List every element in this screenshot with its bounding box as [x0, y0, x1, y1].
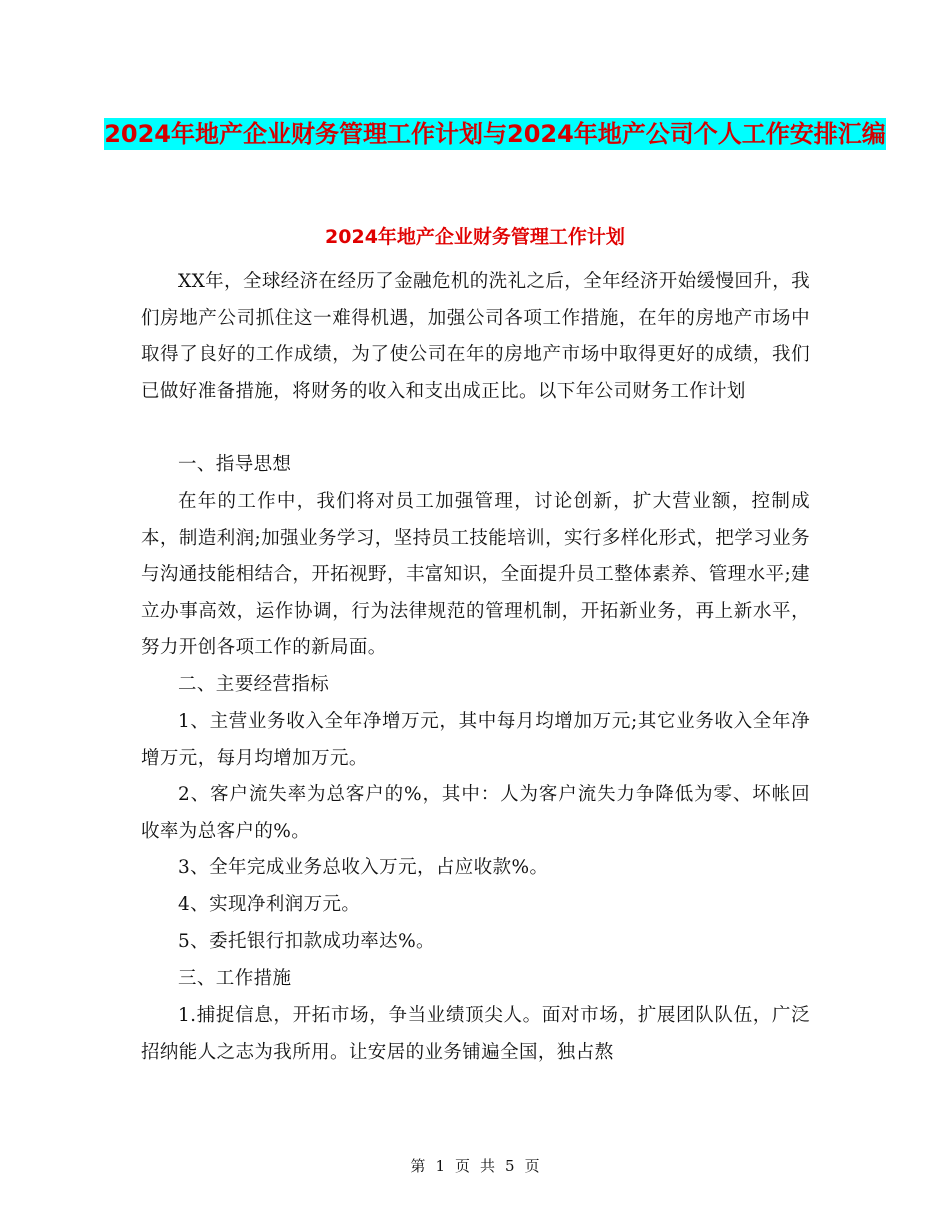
paragraph: 1、主营业务收入全年净增万元，其中每月均增加万元;其它业务收入全年净增万元，每月均增加万元。 — [141, 711, 810, 769]
document-title — [100, 112, 890, 156]
footer-total-pages: 5 — [505, 1157, 515, 1175]
paragraph: 在年的工作中，我们将对员工加强管理，讨论创新，扩大营业额，控制成本，制造利润;加强业务学习，坚持员工技能培训，实行多样化形式，把学习业务与沟通技能相结合，开拓视野，丰富知识，全面提升员工整体素养、管理水平;建立办事高效，运作协调，行为法律规范的管理机制，开拓新业务，再上新水平，努力开创各项工作的新局面。 — [141, 491, 810, 658]
paragraph: 1.捕捉信息，开拓市场，争当业绩顶尖人。面对市场，扩展团队队伍，广泛招纳能人之志为我所用。让安居的业务铺遍全国，独占熬 — [141, 1005, 810, 1063]
paragraph: 一、指导思想 — [178, 454, 292, 475]
document-body — [141, 264, 810, 1071]
paragraph: 二、主要经营指标 — [178, 674, 330, 695]
paragraph: 4、实现净利润万元。 — [178, 894, 361, 915]
page-footer — [0, 1156, 950, 1176]
footer-total-unit: 页 — [524, 1157, 540, 1175]
paragraph: 5、委托银行扣款成功率达%。 — [178, 931, 435, 952]
paragraph: 3、全年完成业务总收入万元，占应收款%。 — [178, 857, 549, 878]
footer-page-label: 第 — [410, 1157, 426, 1175]
paragraph: 三、工作措施 — [178, 968, 292, 989]
paragraph: XX年，全球经济在经历了金融危机的洗礼之后，全年经济开始缓慢回升，我们房地产公司抓住这一难得机遇，加强公司各项工作措施，在年的房地产市场中取得了良好的工作成绩，为了使公司在年的房地产市场中取得更好的成绩，我们已做好准备措施，将财务的收入和支出成正比。以下年公司财务工作计划 — [141, 271, 810, 402]
document-title-text: 2024年地产企业财务管理工作计划与2024年地产公司个人工作安排汇编 — [104, 120, 886, 148]
footer-total-label: 共 — [480, 1157, 496, 1175]
footer-page-number: 1 — [435, 1157, 445, 1175]
section-title: 2024年地产企业财务管理工作计划 — [325, 226, 625, 248]
paragraph: 2、客户流失率为总客户的%，其中：人为客户流失力争降低为零、坏帐回收率为总客户的%。 — [141, 784, 810, 842]
footer-page-unit: 页 — [454, 1157, 470, 1175]
